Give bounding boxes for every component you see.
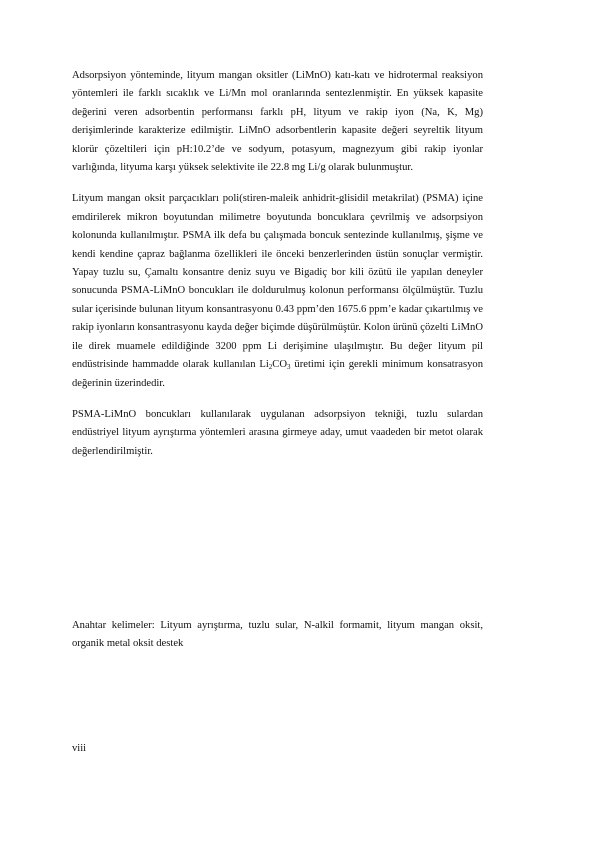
- paragraph-psma-beads-end: üretimi için gerekli minimum konsatrasyon değerinin üzerindedir.: [72, 359, 483, 389]
- paragraph-adsorption-method: Adsorpsiyon yönteminde, lityum mangan oksitler (LiMnO) katı-katı ve hidrotermal reaksiyon yöntemleri ile farklı sıcaklık ve Li/Mn mol oranlarında sentezlenmiştir. En yüksek kapasite değerini veren adsorbentin performansı farklı pH, lityum ve rakip iyon (Na, K, Mg) derişimlerinde karakterize edilmiştir. LiMnO adsorbentlerin kapasite değeri seyreltik lityum klorür çözeltileri için pH:10.2’de ve sodyum, potasyum, magnezyum gibi rakip iyonlar varlığında, lityuma karşı yüksek selektivite ile 22.8 mg Li/g olarak bulunmuştur.: [72, 70, 483, 174]
- paragraph-psma-beads: [72, 190, 483, 392]
- formula-co: CO: [272, 359, 288, 371]
- abstract-body: [72, 67, 483, 474]
- paragraph-conclusion: PSMA-LiMnO boncukları kullanılarak uygulanan adsorpsiyon tekniği, tuzlu sulardan endüstriyel lityum ayrıştırma yöntemleri arasına girmeye aday, umut vaadeden bir metot olarak değerlendirilmiştir.: [72, 408, 483, 457]
- formula-subscript-2: 2: [268, 363, 273, 372]
- keywords-paragraph: Anahtar kelimeler: Lityum ayrıştırma, tuzlu sular, N-alkil formamit, lityum mangan oksit, organik metal oksit destek: [72, 620, 483, 650]
- page-number: viii: [72, 743, 87, 754]
- formula-subscript-3: 3: [287, 363, 291, 372]
- paragraph-psma-beads-text: Lityum mangan oksit parçacıkları poli(stiren-maleik anhidrit-glisidil metakrilat) (PSMA) içine emdirilerek mikron boyutundan milimetre boyutunda boncuklara çevrilmiş ve adsorpsiyon kolonunda kullanılmıştır. PSMA ilk defa bu çalışmada boncuk sentezinde kullanılmış, şişme ve kendi kendine çapraz bağlanma özellikleri ile önceki benzerlerinden üstün sonuçlar vermiştir. Yapay tuzlu su, Çamaltı konsantre deniz suyu ve Bigadiç bor kili özütü ile yapılan deneyler sonucunda PSMA-LiMnO boncukları ile doldurulmuş kolonun performansı ölçülmüştür. Tuzlu sular içerisinde bulunan lityum konsantrasyonu 0.43 ppm’den 1675.6 ppm’e kadar çıkartılmış ve rakip iyonların konsantrasyonu kayda değer biçimde düşürülmüştür. Kolon ürünü çözelti LiMnO ile direk muamele edildiğinde 3200 ppm Li derişimine ulaşılmıştır. Bu değer lityum pil endüstrisinde hammadde olarak kullanılan Li: [72, 193, 483, 371]
